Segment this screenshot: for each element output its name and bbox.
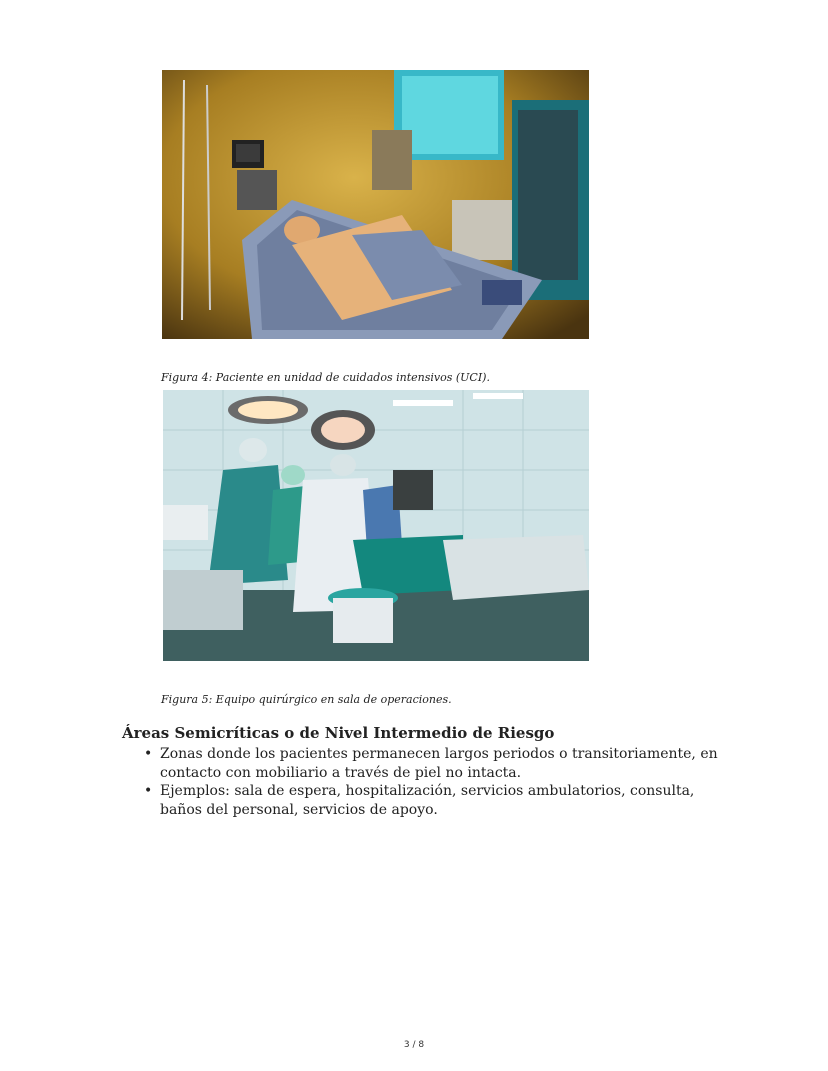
page-indicator: 3 / 8: [403, 1040, 425, 1050]
figure-5-caption: Figura 5: Equipo quirúrgico en sala de operaciones.: [161, 693, 452, 706]
list-item-text: Ejemplos: sala de espera, hospitalización, servicios ambulatorios, consulta, baños del personal, servicios de apoyo.: [160, 783, 695, 818]
list-item-text: Zonas donde los pacientes permanecen largos periodos o transitoriamente, en contacto con mobiliario a través de piel no intacta.: [160, 746, 718, 781]
list-item: [142, 782, 722, 819]
bullet-icon: •: [144, 783, 153, 799]
bullet-list: [142, 745, 722, 819]
bullet-icon: •: [144, 746, 153, 762]
operating-room-photo: [163, 390, 589, 661]
icu-patient-photo: [162, 70, 589, 339]
figure-4-image: [162, 70, 589, 339]
list-item: [142, 745, 722, 782]
figure-5-image: [163, 390, 589, 661]
section-heading: Áreas Semicríticas o de Nivel Intermedio de Riesgo: [122, 724, 555, 742]
figure-4-caption: Figura 4: Paciente en unidad de cuidados intensivos (UCI).: [161, 371, 490, 384]
